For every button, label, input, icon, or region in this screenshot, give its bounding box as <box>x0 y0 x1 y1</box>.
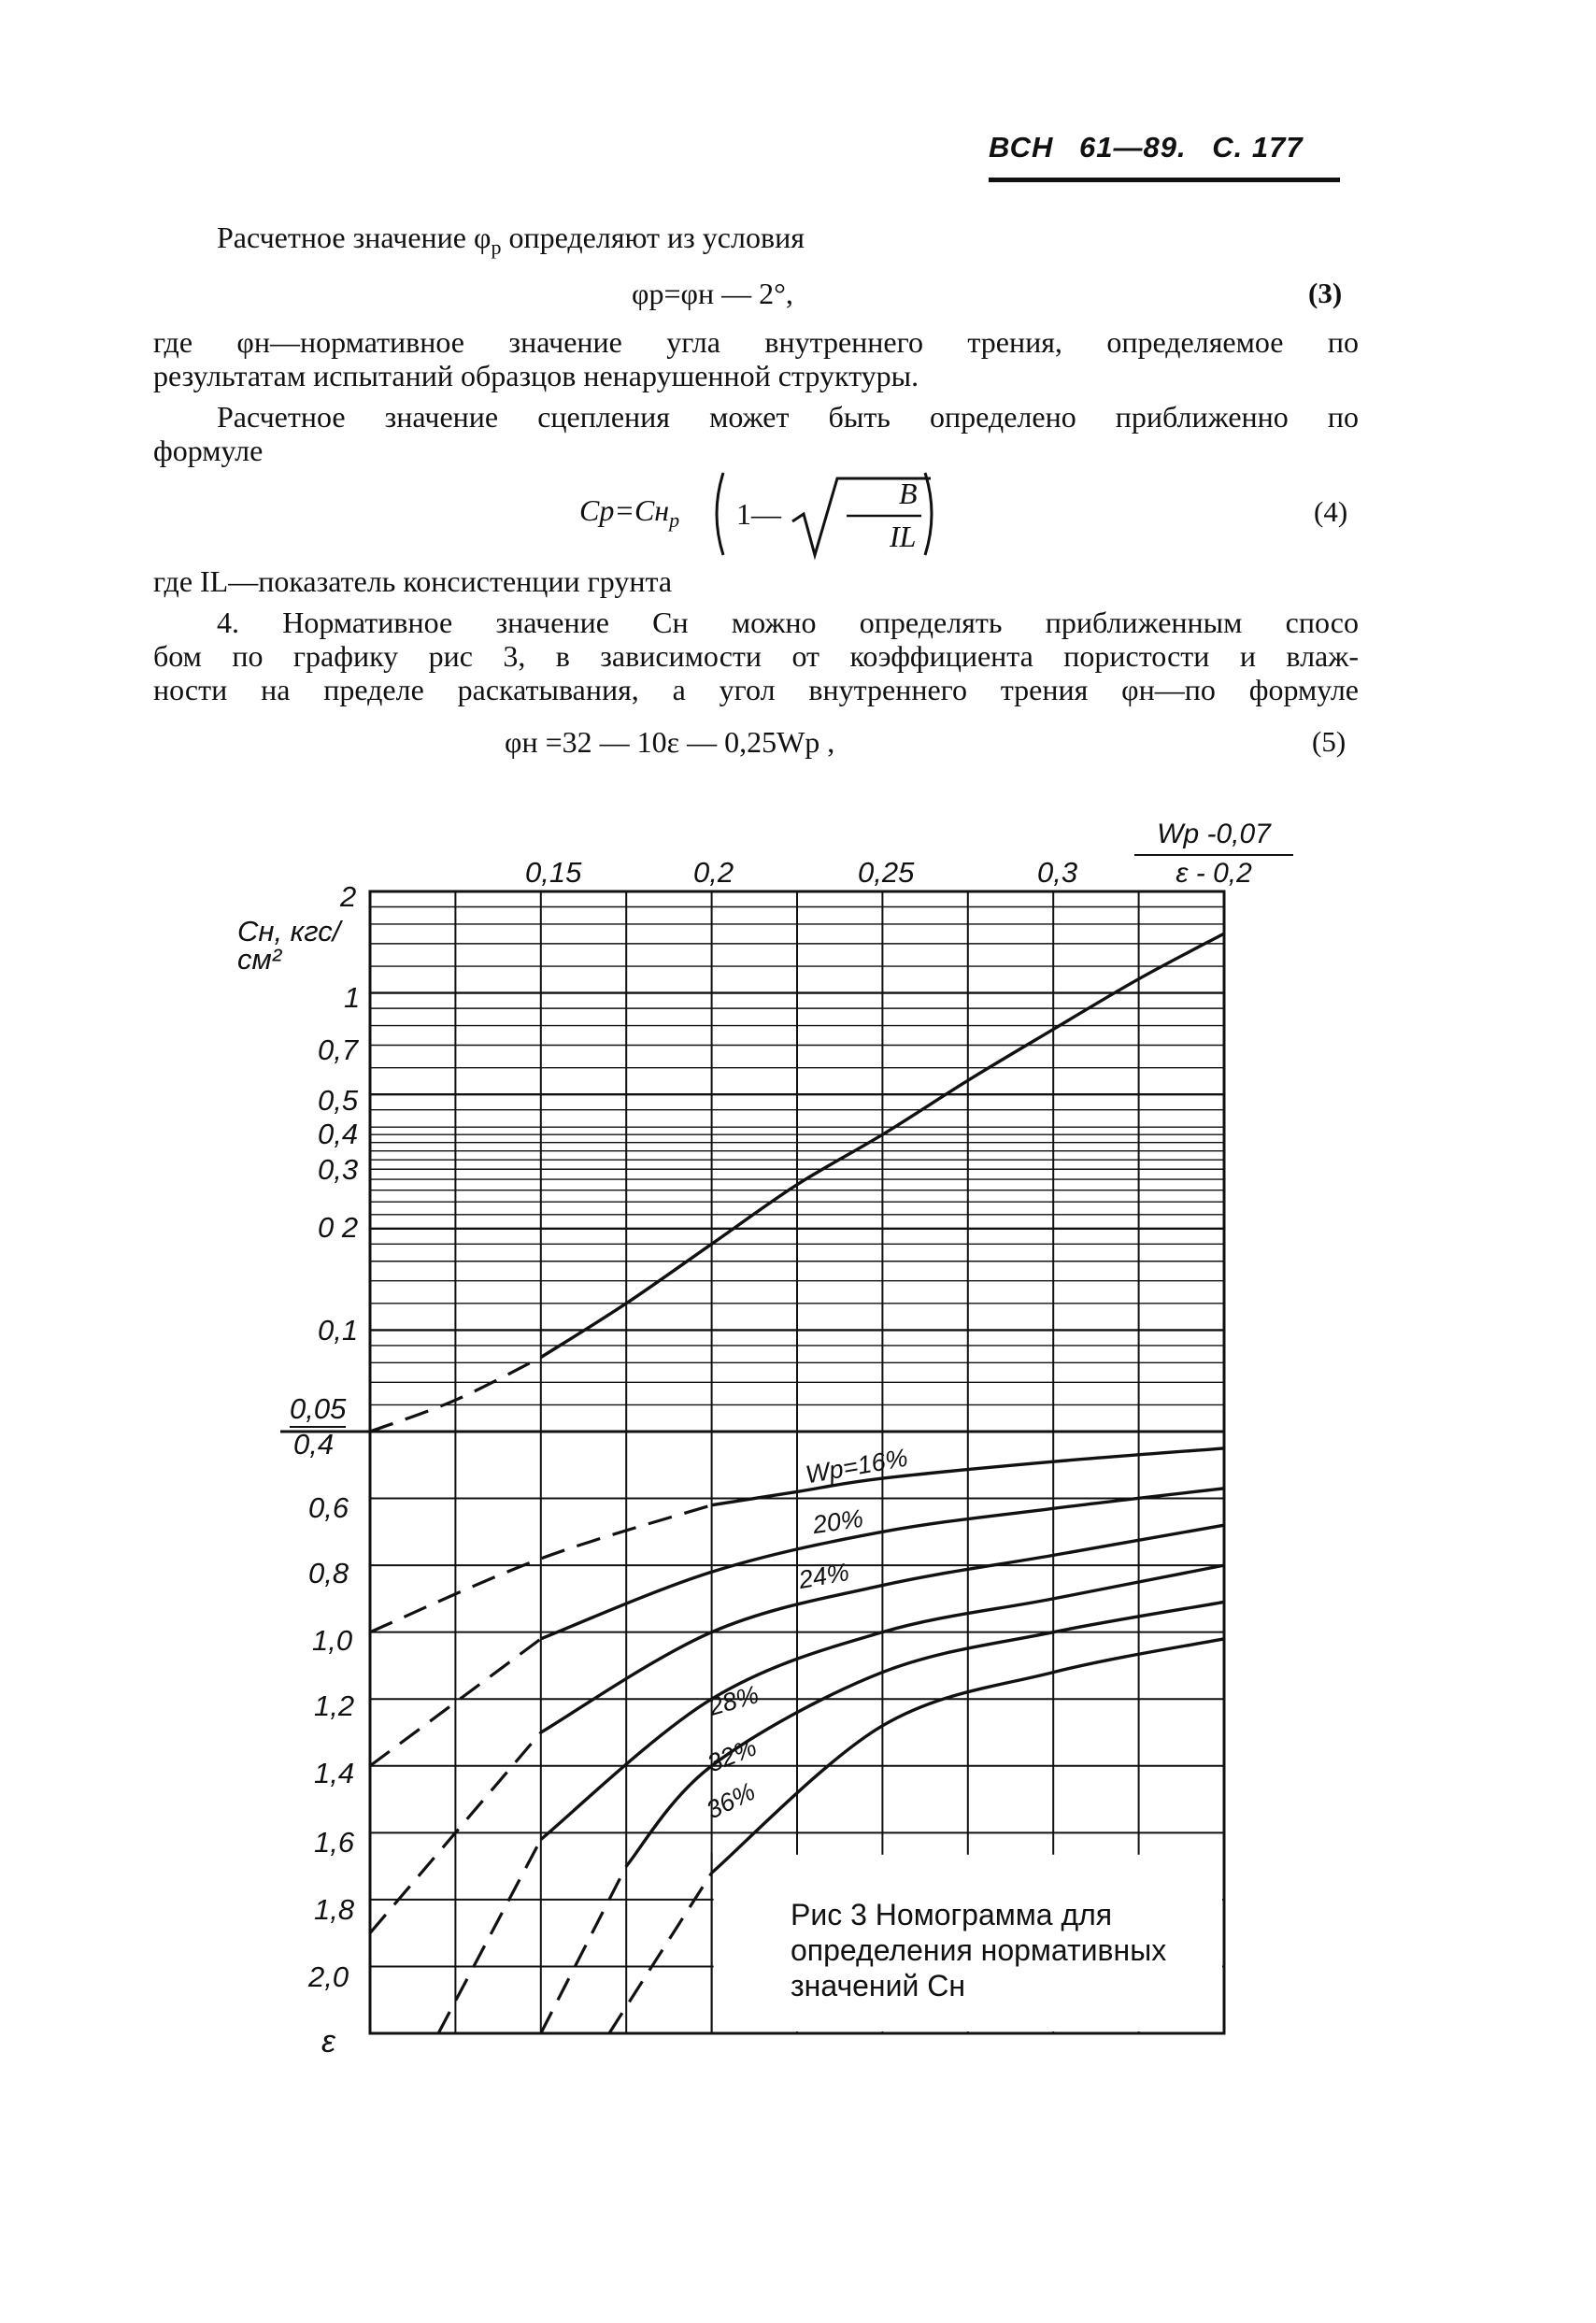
upper-tick-label: 0 2 <box>318 1211 359 1244</box>
equation-3: φр=φн — 2°, <box>632 277 793 310</box>
curve-label: 28% <box>705 1680 762 1721</box>
lower-tick-label: 1,2 <box>314 1689 355 1722</box>
curve-solid-segment <box>626 1602 1224 1866</box>
paragraph-3-line-1: Расчетное значение сцепления может быть определено приближенно по <box>217 400 1359 434</box>
header-series: ВСН <box>989 131 1054 164</box>
upper-tick-label: 1 <box>344 981 361 1014</box>
curve-dashed-segment <box>609 1873 712 2033</box>
lower-tick-label: 0,8 <box>308 1557 349 1589</box>
paragraph-5-line-1: 4. Нормативное значение Cн можно определять приближенным спосо <box>217 606 1359 639</box>
header-number: 61—89. <box>1079 131 1187 164</box>
equation-4-numerator: B <box>899 477 918 510</box>
p1-rest: определяют из условия <box>501 221 805 254</box>
eq4-left-text: Cр=Cн <box>579 493 670 527</box>
equation-3-number: (3) <box>1308 277 1343 309</box>
curve-dashed-segment <box>541 1866 626 2033</box>
curve-label: 20% <box>810 1504 865 1540</box>
upper-tick-label: 0,1 <box>318 1314 359 1347</box>
top-tick-label: 0,2 <box>693 856 734 889</box>
lower-tick-label: 2,0 <box>308 1960 349 1993</box>
upper-y-axis-label: Cн, кгс/см² <box>237 915 341 976</box>
equation-5-number: (5) <box>1312 725 1347 758</box>
lower-tick-label: 1,6 <box>314 1826 355 1859</box>
lower-tick-label: 1,8 <box>314 1893 355 1926</box>
p1-text: Расчетное значение φ <box>217 221 492 254</box>
equation-4-number: (4) <box>1314 495 1348 528</box>
equation-4-denominator: IL <box>890 520 917 553</box>
top-tick-label: 0,3 <box>1037 856 1078 889</box>
upper-tick-label: 2 <box>340 880 357 913</box>
paragraph-5-line-3: ности на пределе раскатывания, а угол внутреннего трения φн—по формуле <box>153 673 1359 706</box>
top-tick-label: 0,25 <box>858 856 915 889</box>
lower-tick-label: 0,6 <box>308 1491 349 1524</box>
paragraph-5-line-2: бом по графику рис 3, в зависимости от коэффициента пористости и влаж- <box>153 639 1359 673</box>
lower-tick-label: 1,0 <box>312 1624 353 1657</box>
curve-label: 36% <box>702 1776 760 1825</box>
curve-dashed-segment <box>438 1839 541 2033</box>
upper-tick-label: 0,05 <box>290 1392 346 1428</box>
lower-tick-label: 0,4 <box>293 1428 335 1461</box>
upper-tick-label: 0,7 <box>318 1033 359 1066</box>
upper-tick-label: 0,5 <box>318 1084 359 1117</box>
curve-label: 32% <box>703 1732 761 1778</box>
curve-label: 24% <box>796 1558 851 1595</box>
equation-5: φн =32 — 10ε — 0,25Wр , <box>505 725 835 759</box>
top-axis-label-numerator: Wp -0,07 <box>1157 819 1271 849</box>
equation-4-one: 1— <box>736 497 781 531</box>
upper-tick-label: 0,4 <box>318 1118 359 1150</box>
paragraph-2-line-2: результатам испытаний образцов ненарушенной структуры. <box>153 359 919 392</box>
p1-sub: р <box>491 235 502 259</box>
header-page: С. 177 <box>1212 131 1304 164</box>
paragraph-3-line-2: формуле <box>153 434 264 467</box>
paragraph-2-line-1: где φн—нормативное значение угла внутреннего трения, определяемое по <box>153 325 1359 359</box>
top-tick-label: 0,15 <box>525 856 582 889</box>
upper-tick-label: 0,3 <box>318 1153 359 1186</box>
lower-tick-label: 1,4 <box>314 1757 355 1789</box>
paragraph-4: где IL—показатель консистенции грунта <box>153 564 673 598</box>
figure-caption: Рис 3 Номограмма для определения нормативных значений Cн <box>791 1898 1167 2002</box>
top-axis-label-denominator: ε - 0,2 <box>1176 858 1252 889</box>
eq4-sub: р <box>669 508 680 532</box>
lower-y-axis-label: ε <box>321 2024 335 2059</box>
curve-label: Wp=16% <box>803 1443 910 1489</box>
